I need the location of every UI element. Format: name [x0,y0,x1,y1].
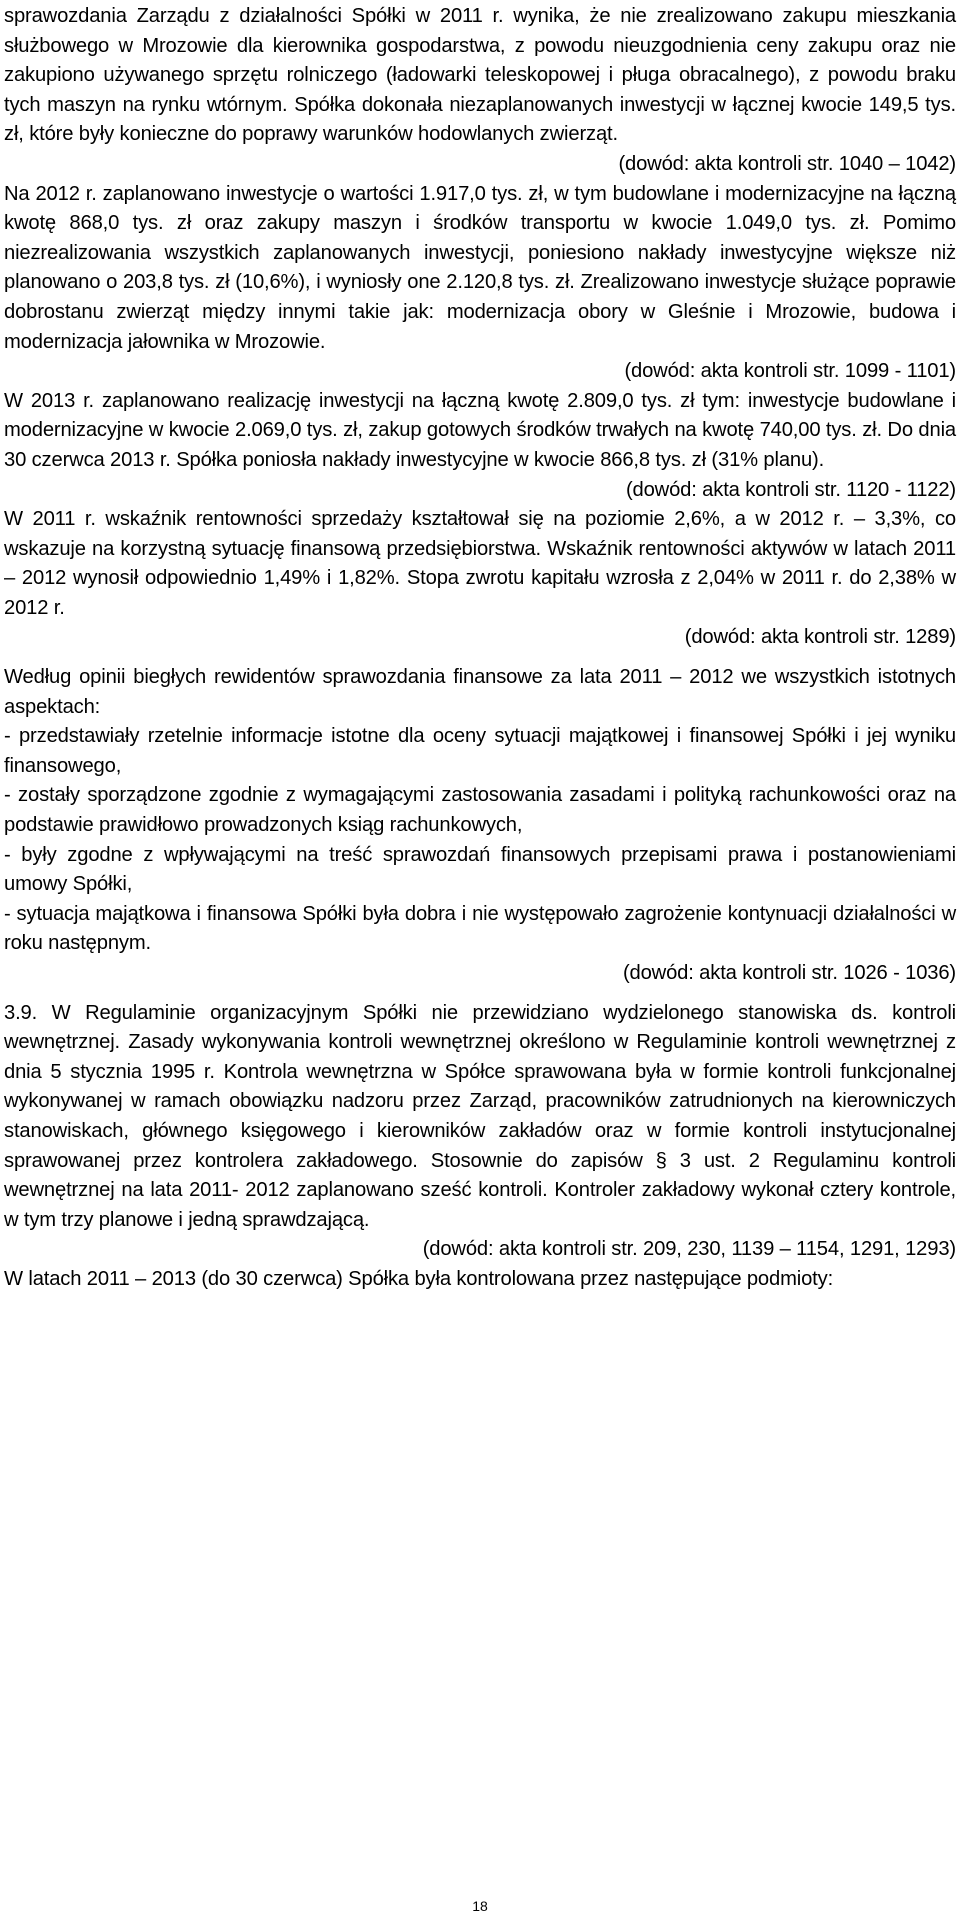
list-item: - zostały sporządzone zgodnie z wymagającymi zastosowania zasadami i polityką rachunkowości oraz na podstawie prawidłowo prowadzonych ksiąg rachunkowych, [4,784,956,837]
spacer [4,653,956,663]
evidence-reference: (dowód: akta kontroli str. 1040 – 1042) [618,152,956,175]
list-item: - sytuacja majątkowa i finansowa Spółki była dobra i nie występowało zagrożenie kontynuacji działalności w roku następnym. [4,902,956,955]
evidence-reference: (dowód: akta kontroli str. 1026 - 1036) [622,962,956,984]
list-item: - były zgodne z wpływającymi na treść sprawozdań finansowych przepisami prawa i postanowieniami umowy Spółki, [4,843,956,896]
paragraph-investments-2012: Na 2012 r. zaplanowano inwestycje o wartości 1.917,0 tys. zł, w tym budowlane i modernizacyjne na łączną kwotę 868,0 tys. zł oraz zakupy maszyn i środków transportu w kwocie 1.049,0 tys. zł. Pomimo niezrealizowania wszystkich zaplanowanych inwestycji, poniesiono nakłady inwestycyjne większe niż planowano o 203,8 tys. zł (10,6%), i wyniosły one 2.120,8 tys. zł. Zrealizowano inwestycje służące poprawie dobrostanu zwierząt między innymi takie jak: modernizacja obory w Gleśnie i Mrozowie, budowa i modernizacja jałownika w Mrozowie. [4,182,956,353]
page-number: 18 [472,1898,488,1914]
paragraph-internal-control: 3.9. W Regulaminie organizacyjnym Spółki nie przewidziano wydzielonego stanowiska ds. kontroli wewnętrznej. Zasady wykonywania kontroli wewnętrznej określono w Regulaminie kontroli wewnętrznej z dnia 5 stycznia 1995 r. Kontrola wewnętrzna w Spółce sprawowana była w formie kontroli funkcjonalnej wykonywanej w ramach obowiązku nadzoru przez Zarząd, pracowników zatrudnionych na kierowniczych stanowiskach, głównego księgowego i kierowników zakładów oraz w formie kontroli instytucjonalnej sprawowanej przez kontrolera zakładowego. Stosownie do zapisów § 3 ust. 2 Regulaminu kontroli wewnętrznej na lata 2011- 2012 zaplanowano sześć kontroli. Kontroler zakładowy wykonał cztery kontrole, w tym trzy planowe i jedną sprawdzającą. [4,1001,956,1231]
evidence-reference: (dowód: akta kontroli str. 1289) [684,626,956,649]
paragraph-external-audits: W latach 2011 – 2013 (do 30 czerwca) Spółka była kontrolowana przez następujące podmioty: [4,1267,834,1290]
evidence-reference: (dowód: akta kontroli str. 209, 230, 1139 – 1154, 1291, 1293) [422,1238,956,1261]
evidence-reference: (dowód: akta kontroli str. 1099 - 1101) [624,360,956,383]
paragraph-investments-2013: W 2013 r. zaplanowano realizację inwestycji na łączną kwotę 2.809,0 tys. zł tym: inwestycje budowlane i modernizacyjne w kwocie 2.069,0 tys. zł, zakup gotowych środków trwałych na kwotę 740,00 tys. zł. Do dnia 30 czerwca 2013 r. Spółka poniosła nakłady inwestycyjne w kwocie 866,8 tys. zł (31% planu). [4,389,956,471]
evidence-reference: (dowód: akta kontroli str. 1120 - 1122) [625,478,956,501]
spacer [4,989,956,999]
paragraph-investments-2011: sprawozdania Zarządu z działalności Spółki w 2011 r. wynika, że nie zrealizowano zakupu mieszkania służbowego w Mrozowie dla kierownika gospodarstwa, z powodu nieuzgodnienia ceny zakupu oraz nie zakupiono używanego sprzętu rolniczego (ładowarki teleskopowej i pługa obracalnego), z powodu braku tych maszyn na rynku wtórnym. Spółka dokonała niezaplanowanych inwestycji w łącznej kwocie 149,5 tys. zł, które były konieczne do poprawy warunków hodowlanych zwierząt. [4,5,956,146]
paragraph-auditor-opinion: Według opinii biegłych rewidentów sprawozdania finansowe za lata 2011 – 2012 we wszystkich istotnych aspektach: [4,666,956,718]
paragraph-profitability: W 2011 r. wskaźnik rentowności sprzedaży kształtował się na poziomie 2,6%, a w 2012 r. – 3,3%, co wskazuje na korzystną sytuację finansową przedsiębiorstwa. Wskaźnik rentowności aktywów w latach 2011 – 2012 wynosił odpowiednio 1,49% i 1,82%. Stopa zwrotu kapitału wzrosła z 2,04% w 2011 r. do 2,38% w 2012 r. [4,508,956,619]
list-item: - przedstawiały rzetelnie informacje istotne dla oceny sytuacji majątkowej i finansowej Spółki i jej wyniku finansowego, [4,725,956,777]
